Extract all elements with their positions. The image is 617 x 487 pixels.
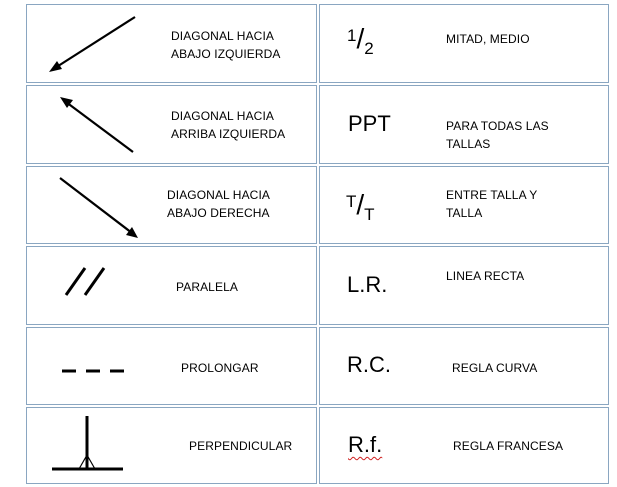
fraction-denominator: 2 — [364, 39, 374, 58]
row-2-symbol: PPT — [348, 111, 391, 136]
label-line: ABAJO DERECHA — [167, 206, 270, 220]
label-line: DIAGONAL HACIA — [167, 188, 270, 202]
row-6-symbol — [348, 433, 382, 457]
label-line: ABAJO IZQUIERDA — [171, 47, 281, 61]
row-6-left-label — [189, 437, 292, 455]
label-line: DIAGONAL HACIA — [171, 29, 274, 43]
label-line: TALLAS — [446, 137, 491, 151]
fraction-numerator: 1 — [347, 26, 357, 45]
label-line: REGLA FRANCESA — [453, 439, 564, 453]
label-line: LINEA RECTA — [446, 269, 525, 283]
fraction-numerator: T — [346, 192, 357, 211]
label-line: PROLONGAR — [181, 361, 259, 375]
row-5-symbol: R.C. — [347, 352, 391, 377]
label-line: TALLA — [446, 206, 483, 220]
fraction-denominator: T — [364, 205, 375, 224]
label-line: ENTRE TALLA Y — [446, 188, 538, 202]
fraction-slash: / — [356, 23, 365, 54]
row-4-symbol: L.R. — [347, 272, 388, 297]
label-line: ARRIBA IZQUIERDA — [171, 127, 286, 141]
label-line: PERPENDICULAR — [189, 439, 293, 453]
symbol-text: R.f. — [348, 432, 383, 457]
label-line: DIAGONAL HACIA — [171, 109, 274, 123]
label-line: PARA TODAS LAS — [446, 119, 549, 133]
label-line: REGLA CURVA — [452, 361, 538, 375]
row-6-right-label — [453, 437, 563, 455]
label-line: MITAD, MEDIO — [446, 32, 530, 46]
fraction-slash: / — [356, 189, 365, 220]
label-line: PARALELA — [176, 280, 238, 294]
